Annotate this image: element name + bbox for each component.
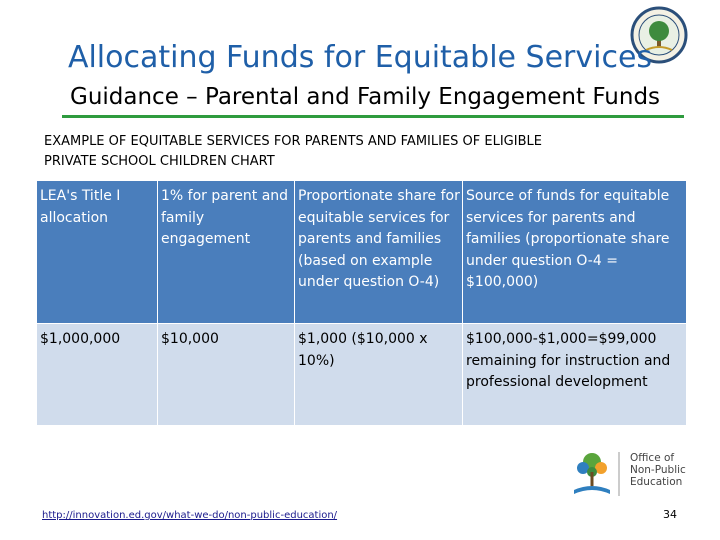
equitable-services-table (36, 180, 687, 426)
table-header-row (37, 181, 687, 324)
cell-allocation-value: $1,000,000 (37, 324, 158, 426)
office-logo-text (630, 452, 700, 488)
cell-one-percent-value: $10,000 (158, 324, 295, 426)
title-divider (62, 115, 684, 118)
header-cell-proportionate-share: Proportionate share for equitable services for parents and families (based on example under question O-4) (295, 181, 463, 324)
header-cell-source-of-funds: Source of funds for equitable services for parents and families (proportionate share under question O-4 = $100,000) (463, 181, 687, 324)
cell-source-of-funds-value: $100,000-$1,000=$99,000 remaining for instruction and professional development (463, 324, 687, 426)
table-row (37, 324, 687, 426)
footer-link[interactable]: http://innovation.ed.gov/what-we-do/non-public-education/ (42, 510, 338, 521)
chart-heading (44, 132, 664, 172)
page-title: Allocating Funds for Equitable Services (67, 40, 653, 75)
header-cell-allocation: LEA's Title I allocation (37, 181, 158, 324)
chart-heading-line-1: EXAMPLE OF EQUITABLE SERVICES FOR PARENTS AND FAMILIES OF ELIGIBLE (44, 134, 542, 149)
cell-proportionate-share-value: $1,000 ($10,000 x 10%) (295, 324, 463, 426)
page-subtitle: Guidance – Parental and Family Engagement Funds (70, 84, 661, 110)
chart-heading-line-2: PRIVATE SCHOOL CHILDREN CHART (44, 154, 275, 169)
logo-line-3: Education (630, 476, 683, 488)
page-number: 34 (663, 508, 677, 521)
header-cell-one-percent: 1% for parent and family engagement (158, 181, 295, 324)
logo-line-2: Non-Public (630, 464, 686, 476)
logo-line-1: Office of (630, 452, 675, 464)
